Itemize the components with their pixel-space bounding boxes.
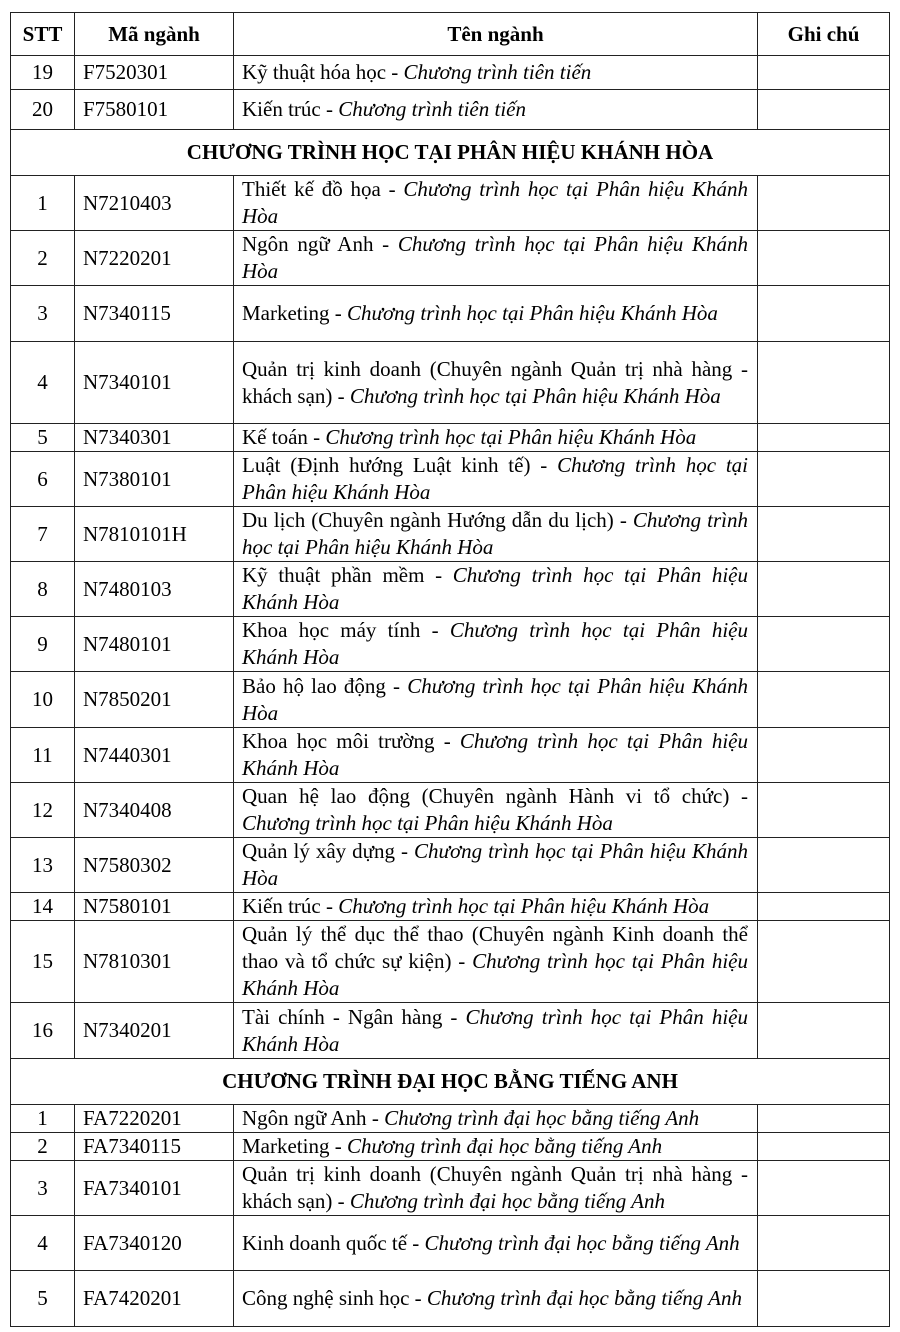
- table-row: [11, 1003, 890, 1059]
- program-name: Chương trình học tại Phân hiệu Khánh Hòa: [242, 563, 749, 614]
- program-name: Chương trình học tại Phân hiệu Khánh Hòa: [338, 894, 710, 918]
- row-stt: 3: [11, 1161, 75, 1216]
- row-note: [758, 1003, 890, 1059]
- row-name: Khoa học máy tính - Chương trình học tại Phân hiệu Khánh Hòa: [234, 617, 758, 672]
- table-row: [11, 728, 890, 783]
- row-code: N7580101: [75, 893, 234, 921]
- program-name: Chương trình học tại Phân hiệu Khánh Hòa: [242, 949, 748, 1000]
- row-note: [758, 424, 890, 452]
- row-stt: 1: [11, 1105, 75, 1133]
- row-code: FA7220201: [75, 1105, 234, 1133]
- header-note: Ghi chú: [758, 13, 890, 56]
- row-note: [758, 452, 890, 507]
- program-name: Chương trình học tại Phân hiệu Khánh Hòa: [242, 618, 748, 669]
- row-note: [758, 838, 890, 893]
- row-stt: 8: [11, 562, 75, 617]
- major-name: Kỹ thuật hóa học: [242, 60, 387, 84]
- row-name: Quản lý thể dục thể thao (Chuyên ngành Kinh doanh thể thao và tổ chức sự kiện) - Chương trình học tại Phân hiệu Khánh Hòa: [234, 921, 758, 1003]
- row-stt: 2: [11, 231, 75, 286]
- row-note: [758, 672, 890, 728]
- row-name: Ngôn ngữ Anh - Chương trình học tại Phân hiệu Khánh Hòa: [234, 231, 758, 286]
- row-note: [758, 1216, 890, 1271]
- row-code: N7340301: [75, 424, 234, 452]
- row-code: FA7340101: [75, 1161, 234, 1216]
- table-row: [11, 176, 890, 231]
- row-name: Kỹ thuật hóa học - Chương trình tiên tiến: [234, 56, 758, 90]
- row-code: N7340115: [75, 286, 234, 342]
- row-stt: 5: [11, 424, 75, 452]
- row-stt: 6: [11, 452, 75, 507]
- table-row: [11, 1271, 890, 1327]
- major-name: Khoa học máy tính: [242, 618, 421, 642]
- row-code: N7340101: [75, 342, 234, 424]
- row-note: [758, 56, 890, 90]
- table-row: [11, 921, 890, 1003]
- major-name: Kỹ thuật phần mềm: [242, 563, 425, 587]
- row-note: [758, 783, 890, 838]
- section-title: CHƯƠNG TRÌNH ĐẠI HỌC BẰNG TIẾNG ANH: [11, 1059, 890, 1105]
- row-note: [758, 1105, 890, 1133]
- row-stt: 12: [11, 783, 75, 838]
- row-stt: 4: [11, 342, 75, 424]
- row-note: [758, 507, 890, 562]
- row-code: N7850201: [75, 672, 234, 728]
- row-code: N7480101: [75, 617, 234, 672]
- major-name: Marketing: [242, 1134, 330, 1158]
- row-code: FA7340115: [75, 1133, 234, 1161]
- row-stt: 3: [11, 286, 75, 342]
- major-name: Quan hệ lao động (Chuyên ngành Hành vi tổ chức): [242, 784, 730, 808]
- row-code: N7340408: [75, 783, 234, 838]
- section-title: CHƯƠNG TRÌNH HỌC TẠI PHÂN HIỆU KHÁNH HÒA: [11, 130, 890, 176]
- major-name: Ngôn ngữ Anh: [242, 1106, 367, 1130]
- table-row: [11, 452, 890, 507]
- table-row: [11, 1161, 890, 1216]
- row-note: [758, 1161, 890, 1216]
- program-name: Chương trình đại học bằng tiếng Anh: [346, 1134, 663, 1158]
- program-name: Chương trình đại học bằng tiếng Anh: [349, 1189, 665, 1213]
- row-note: [758, 893, 890, 921]
- row-name: Luật (Định hướng Luật kinh tế) - Chương trình học tại Phân hiệu Khánh Hòa: [234, 452, 758, 507]
- table-row: [11, 231, 890, 286]
- row-note: [758, 617, 890, 672]
- row-stt: 19: [11, 56, 75, 90]
- table-row: [11, 1133, 890, 1161]
- row-note: [758, 921, 890, 1003]
- program-name: Chương trình đại học bằng tiếng Anh: [384, 1106, 700, 1130]
- major-name: Kiến trúc: [242, 894, 321, 918]
- table-row: [11, 507, 890, 562]
- table-row: [11, 1216, 890, 1271]
- row-stt: 14: [11, 893, 75, 921]
- table-row: [11, 342, 890, 424]
- row-name: Kiến trúc - Chương trình tiên tiến: [234, 90, 758, 130]
- header-stt: STT: [11, 13, 75, 56]
- row-code: FA7340120: [75, 1216, 234, 1271]
- row-name: Quan hệ lao động (Chuyên ngành Hành vi tổ chức) - Chương trình học tại Phân hiệu Khánh Hòa: [234, 783, 758, 838]
- row-stt: 1: [11, 176, 75, 231]
- program-name: Chương trình học tại Phân hiệu Khánh Hòa: [242, 177, 748, 228]
- program-name: Chương trình tiên tiến: [338, 97, 526, 121]
- row-name: Ngôn ngữ Anh - Chương trình đại học bằng tiếng Anh: [234, 1105, 758, 1133]
- row-stt: 9: [11, 617, 75, 672]
- table-row: [11, 56, 890, 90]
- table-row: [11, 286, 890, 342]
- row-name: Công nghệ sinh học - Chương trình đại học bằng tiếng Anh: [234, 1271, 758, 1327]
- row-name: Thiết kế đồ họa - Chương trình học tại Phân hiệu Khánh Hòa: [234, 176, 758, 231]
- program-name: Chương trình học tại Phân hiệu Khánh Hòa: [242, 232, 748, 283]
- row-stt: 10: [11, 672, 75, 728]
- program-name: Chương trình học tại Phân hiệu Khánh Hòa: [242, 673, 749, 725]
- table-row: [11, 838, 890, 893]
- row-code: F7580101: [75, 90, 234, 130]
- row-code: N7810101H: [75, 507, 234, 562]
- major-name: Ngôn ngữ Anh: [242, 232, 374, 256]
- major-name: Marketing: [242, 301, 330, 325]
- major-name: Quản trị kinh doanh (Chuyên ngành Quản trị nhà hàng - khách sạn): [242, 1162, 748, 1213]
- program-name: Chương trình học tại Phân hiệu Khánh Hòa: [242, 453, 748, 504]
- program-name: Chương trình đại học bằng tiếng Anh: [426, 1286, 743, 1310]
- section-header-khanh-hoa: [11, 130, 890, 176]
- row-note: [758, 90, 890, 130]
- table-row: [11, 617, 890, 672]
- row-code: N7210403: [75, 176, 234, 231]
- row-note: [758, 1133, 890, 1161]
- program-name: Chương trình học tại Phân hiệu Khánh Hòa: [242, 839, 748, 890]
- major-name: Kế toán: [242, 425, 308, 449]
- major-name: Tài chính - Ngân hàng: [242, 1004, 443, 1029]
- program-name: Chương trình học tại Phân hiệu Khánh Hòa: [242, 811, 613, 835]
- row-code: N7580302: [75, 838, 234, 893]
- row-name: Marketing - Chương trình học tại Phân hiệu Khánh Hòa: [234, 286, 758, 342]
- row-name: Quản lý xây dựng - Chương trình học tại Phân hiệu Khánh Hòa: [234, 838, 758, 893]
- major-name: Công nghệ sinh học: [242, 1286, 410, 1310]
- program-name: Chương trình học tại Phân hiệu Khánh Hòa: [349, 383, 721, 408]
- row-stt: 16: [11, 1003, 75, 1059]
- program-name: Chương trình học tại Phân hiệu Khánh Hòa: [242, 729, 748, 780]
- row-note: [758, 342, 890, 424]
- row-name: Kinh doanh quốc tế - Chương trình đại học bằng tiếng Anh: [234, 1216, 758, 1271]
- major-name: Thiết kế đồ họa: [242, 177, 381, 201]
- major-name: Quản lý thể dục thể thao (Chuyên ngành Kinh doanh thể thao và tổ chức sự kiện): [242, 922, 748, 973]
- program-name: Chương trình tiên tiến: [403, 60, 592, 84]
- program-name: Chương trình học tại Phân hiệu Khánh Hòa: [242, 508, 748, 559]
- table-row: [11, 562, 890, 617]
- row-note: [758, 728, 890, 783]
- major-name: Bảo hộ lao động: [242, 673, 386, 698]
- row-stt: 4: [11, 1216, 75, 1271]
- row-code: N7480103: [75, 562, 234, 617]
- row-code: N7810301: [75, 921, 234, 1003]
- program-name: Chương trình học tại Phân hiệu Khánh Hòa: [325, 425, 697, 449]
- major-name: Kiến trúc: [242, 97, 321, 121]
- row-name: Du lịch (Chuyên ngành Hướng dẫn du lịch) - Chương trình học tại Phân hiệu Khánh Hòa: [234, 507, 758, 562]
- row-note: [758, 176, 890, 231]
- major-name: Quản lý xây dựng: [242, 839, 396, 863]
- row-stt: 15: [11, 921, 75, 1003]
- row-stt: 11: [11, 728, 75, 783]
- program-name: Chương trình học tại Phân hiệu Khánh Hòa: [346, 301, 718, 325]
- header-name: Tên ngành: [234, 13, 758, 56]
- row-code: N7220201: [75, 231, 234, 286]
- major-name: Du lịch (Chuyên ngành Hướng dẫn du lịch): [242, 508, 614, 532]
- table-row: [11, 672, 890, 728]
- row-name: Kiến trúc - Chương trình học tại Phân hiệu Khánh Hòa: [234, 893, 758, 921]
- program-name: Chương trình đại học bằng tiếng Anh: [424, 1230, 740, 1255]
- table-row: [11, 424, 890, 452]
- program-name: Chương trình học tại Phân hiệu Khánh Hòa: [242, 1004, 748, 1056]
- row-note: [758, 231, 890, 286]
- header-row: [11, 13, 890, 56]
- row-note: [758, 286, 890, 342]
- row-stt: 5: [11, 1271, 75, 1327]
- row-code: N7340201: [75, 1003, 234, 1059]
- table-row: [11, 893, 890, 921]
- row-name: Kỹ thuật phần mềm - Chương trình học tại Phân hiệu Khánh Hòa: [234, 562, 758, 617]
- majors-table: [10, 12, 890, 1327]
- table-row: [11, 783, 890, 838]
- row-code: FA7420201: [75, 1271, 234, 1327]
- table-row: [11, 90, 890, 130]
- major-name: Luật (Định hướng Luật kinh tế): [242, 453, 531, 477]
- section-header-english: [11, 1059, 890, 1105]
- row-name: Tài chính - Ngân hàng - Chương trình học tại Phân hiệu Khánh Hòa: [234, 1003, 758, 1059]
- row-name: Quản trị kinh doanh (Chuyên ngành Quản trị nhà hàng - khách sạn) - Chương trình đại học bằng tiếng Anh: [234, 1161, 758, 1216]
- row-note: [758, 1271, 890, 1327]
- row-name: Bảo hộ lao động - Chương trình học tại Phân hiệu Khánh Hòa: [234, 672, 758, 728]
- header-code: Mã ngành: [75, 13, 234, 56]
- row-name: Khoa học môi trường - Chương trình học tại Phân hiệu Khánh Hòa: [234, 728, 758, 783]
- row-name: Marketing - Chương trình đại học bằng tiếng Anh: [234, 1133, 758, 1161]
- major-name: Khoa học môi trường: [242, 729, 435, 753]
- major-name: Quản trị kinh doanh (Chuyên ngành Quản trị nhà hàng - khách sạn): [242, 356, 748, 408]
- row-code: N7380101: [75, 452, 234, 507]
- row-name: Quản trị kinh doanh (Chuyên ngành Quản trị nhà hàng - khách sạn) - Chương trình học tại Phân hiệu Khánh Hòa: [234, 342, 758, 424]
- table-row: [11, 1105, 890, 1133]
- row-code: F7520301: [75, 56, 234, 90]
- row-stt: 7: [11, 507, 75, 562]
- row-stt: 20: [11, 90, 75, 130]
- row-stt: 13: [11, 838, 75, 893]
- major-name: Kinh doanh quốc tế: [242, 1230, 408, 1255]
- row-stt: 2: [11, 1133, 75, 1161]
- row-code: N7440301: [75, 728, 234, 783]
- row-name: Kế toán - Chương trình học tại Phân hiệu Khánh Hòa: [234, 424, 758, 452]
- row-note: [758, 562, 890, 617]
